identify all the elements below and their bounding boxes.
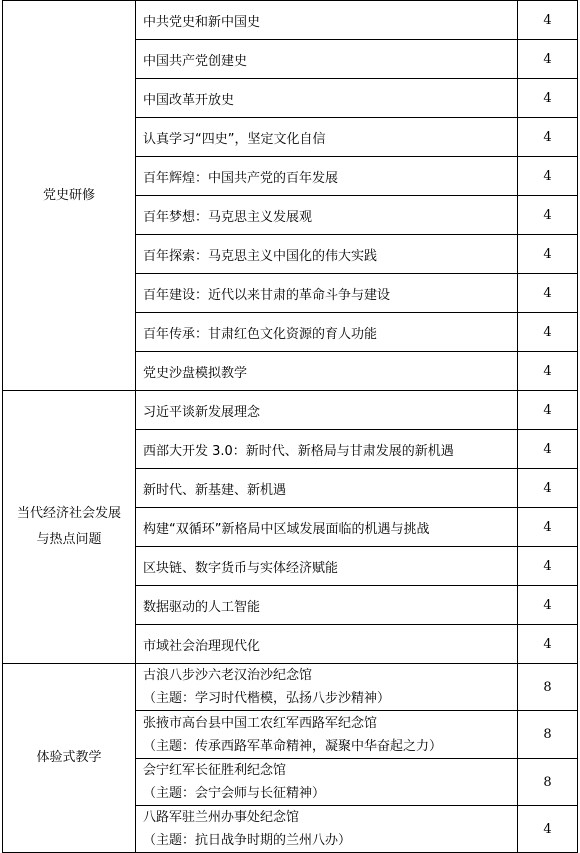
hours-cell: 4 bbox=[518, 157, 578, 196]
hours-cell: 4 bbox=[518, 313, 578, 352]
hours-cell: 4 bbox=[518, 508, 578, 547]
topic-cell: 构建“双循环”新格局中区域发展面临的机遇与挑战 bbox=[136, 508, 518, 547]
topic-cell: 中国改革开放史 bbox=[136, 79, 518, 118]
table-row bbox=[3, 391, 578, 430]
topic-line1: 张掖市高台县中国工农红军西路军纪念馆 bbox=[143, 715, 378, 731]
topic-line2: （主题：传承西路军革命精神，凝聚中华奋起之力） bbox=[143, 738, 443, 754]
topic-cell: 认真学习“四史”，坚定文化自信 bbox=[136, 118, 518, 157]
hours-cell: 4 bbox=[518, 196, 578, 235]
hours-cell: 4 bbox=[518, 625, 578, 664]
table-row bbox=[3, 1, 578, 40]
hours-cell: 4 bbox=[518, 118, 578, 157]
category-cell bbox=[3, 1, 136, 391]
table-row bbox=[3, 664, 578, 711]
topic-cell: 党史沙盘模拟教学 bbox=[136, 352, 518, 391]
topic-line1: 古浪八步沙六老汉治沙纪念馆 bbox=[143, 668, 313, 683]
hours-cell: 4 bbox=[518, 274, 578, 313]
category-label-line1: 当代经济社会发展 bbox=[16, 506, 121, 521]
hours-cell: 4 bbox=[518, 40, 578, 79]
hours-cell: 4 bbox=[518, 547, 578, 586]
topic-cell: 百年建设：近代以来甘肃的革命斗争与建设 bbox=[136, 274, 518, 313]
topic-cell bbox=[136, 664, 518, 711]
hours-cell: 8 bbox=[518, 711, 578, 759]
hours-cell: 4 bbox=[518, 430, 578, 469]
topic-cell: 数据驱动的人工智能 bbox=[136, 586, 518, 625]
hours-cell: 4 bbox=[518, 1, 578, 40]
topic-cell: 新时代、新基建、新机遇 bbox=[136, 469, 518, 508]
course-table bbox=[2, 0, 578, 853]
topic-cell: 习近平谈新发展理念 bbox=[136, 391, 518, 430]
topic-line2: （主题：抗日战争时期的兰州八办） bbox=[143, 833, 352, 848]
topic-cell: 中共党史和新中国史 bbox=[136, 1, 518, 40]
category-cell bbox=[3, 664, 136, 853]
topic-cell: 百年辉煌：中国共产党的百年发展 bbox=[136, 157, 518, 196]
topic-cell bbox=[136, 711, 518, 759]
topic-cell: 百年传承：甘肃红色文化资源的育人功能 bbox=[136, 313, 518, 352]
topic-cell: 中国共产党创建史 bbox=[136, 40, 518, 79]
hours-cell: 4 bbox=[518, 79, 578, 118]
topic-cell bbox=[136, 759, 518, 806]
hours-cell: 4 bbox=[518, 352, 578, 391]
hours-cell: 4 bbox=[518, 469, 578, 508]
category-cell bbox=[3, 391, 136, 664]
category-label: 党史研修 bbox=[42, 187, 95, 203]
topic-cell: 市域社会治理现代化 bbox=[136, 625, 518, 664]
category-label: 体验式教学 bbox=[36, 750, 102, 765]
hours-cell: 8 bbox=[518, 759, 578, 806]
topic-cell: 区块链、数字货币与实体经济赋能 bbox=[136, 547, 518, 586]
topic-line1: 会宁红军长征胜利纪念馆 bbox=[143, 763, 287, 778]
topic-cell bbox=[136, 806, 518, 853]
hours-cell: 4 bbox=[518, 806, 578, 853]
category-label-line2: 与热点问题 bbox=[36, 532, 102, 547]
topic-cell: 百年探索：马克思主义中国化的伟大实践 bbox=[136, 235, 518, 274]
hours-cell: 4 bbox=[518, 235, 578, 274]
topic-cell: 西部大开发 3.0：新时代、新格局与甘肃发展的新机遇 bbox=[136, 430, 518, 469]
hours-cell: 4 bbox=[518, 391, 578, 430]
topic-line2: （主题：学习时代楷模，弘扬八步沙精神） bbox=[143, 691, 391, 706]
topic-cell: 百年梦想：马克思主义发展观 bbox=[136, 196, 518, 235]
hours-cell: 8 bbox=[518, 664, 578, 711]
hours-cell: 4 bbox=[518, 586, 578, 625]
topic-line1: 八路军驻兰州办事处纪念馆 bbox=[143, 810, 300, 825]
topic-line2: （主题：会宁会师与长征精神） bbox=[143, 786, 326, 801]
